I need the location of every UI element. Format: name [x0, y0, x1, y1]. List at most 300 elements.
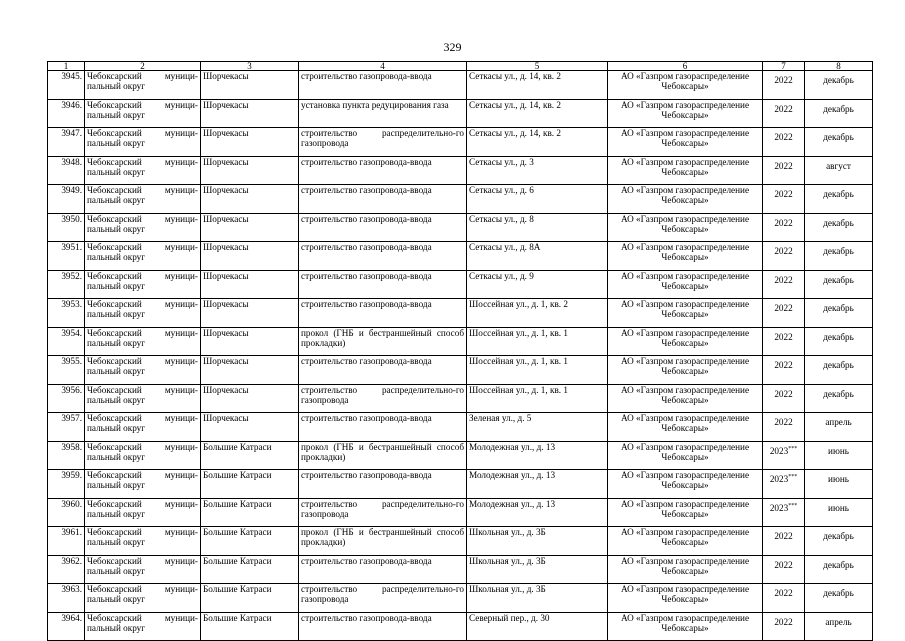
year-cell-text: 2022 — [774, 388, 793, 399]
year-cell-text: 2022 — [774, 274, 793, 285]
address-cell-text: Шоссейная ул., д. 1, кв. 1 — [469, 356, 568, 366]
month-cell — [805, 356, 873, 385]
work-type-cell-text: строительство распределительно-го газопровода — [301, 498, 464, 519]
organization-cell-text: АО «Газпром газораспределение Чебоксары» — [620, 185, 750, 206]
organization-cell — [608, 99, 763, 128]
address-cell — [467, 128, 608, 157]
year-cell-text: 2022 — [774, 360, 793, 370]
settlement-cell-text: Большие Катраси — [203, 470, 272, 480]
settlement-cell — [201, 584, 299, 613]
district-cell-text: Чебоксарский муници-пальный округ — [87, 270, 198, 291]
organization-cell — [608, 327, 763, 356]
year-cell-text: 2022 — [774, 616, 793, 627]
settlement-cell-text: Шорчекасы — [203, 270, 249, 281]
month-cell-text: декабрь — [823, 588, 854, 598]
work-type-cell — [299, 356, 467, 385]
work-type-cell — [299, 128, 467, 157]
address-cell-text: Молодежная ул., д. 13 — [469, 498, 556, 509]
settlement-cell-text: Большие Катраси — [203, 527, 272, 537]
year-cell — [763, 270, 805, 299]
address-cell-text: Сеткасы ул., д. 8 — [469, 213, 534, 224]
month-cell — [805, 612, 873, 641]
organization-cell — [608, 299, 763, 328]
work-type-cell-text: строительство газопровода-ввода — [301, 413, 432, 423]
district-cell-text: Чебоксарский муници-пальный округ — [87, 441, 198, 462]
district-cell-text: Чебоксарский муници-пальный округ — [87, 185, 198, 206]
table-row — [48, 270, 873, 299]
page-number: 329 — [443, 40, 462, 54]
column-header: 8 — [805, 62, 873, 71]
month-cell-text: декабрь — [823, 274, 854, 285]
work-type-cell — [299, 270, 467, 299]
row-number-cell-text: 3950. — [61, 213, 82, 224]
settlement-cell-text: Шорчекасы — [203, 185, 249, 195]
year-cell-text: 2022 — [774, 417, 793, 427]
year-cell — [763, 356, 805, 385]
address-cell-text: Сеткасы ул., д. 9 — [469, 270, 534, 281]
work-type-cell-text: строительство газопровода-ввода — [301, 299, 432, 309]
row-number-cell-text: 3964. — [61, 612, 82, 623]
work-type-cell — [299, 470, 467, 499]
address-cell — [467, 498, 608, 527]
district-cell-text: Чебоксарский муници-пальный округ — [87, 99, 198, 120]
address-cell-text: Школьная ул., д. 3Б — [469, 555, 546, 566]
settlement-cell — [201, 470, 299, 499]
year-cell — [763, 299, 805, 328]
table-row — [48, 99, 873, 128]
organization-cell — [608, 185, 763, 214]
organization-cell-text: АО «Газпром газораспределение Чебоксары» — [620, 71, 750, 92]
year-cell-text: 2022 — [774, 246, 793, 256]
month-cell-text: июнь — [828, 502, 849, 513]
year-cell — [763, 584, 805, 613]
address-cell-text: Сеткасы ул., д. 14, кв. 2 — [469, 128, 561, 138]
column-header: 6 — [608, 62, 763, 71]
month-cell-text: декабрь — [823, 217, 854, 228]
district-cell — [85, 441, 201, 470]
address-cell-text: Школьная ул., д. 3Б — [469, 584, 546, 594]
organization-cell — [608, 527, 763, 556]
month-cell — [805, 413, 873, 442]
settlement-cell-text: Шорчекасы — [203, 413, 249, 423]
year-cell — [763, 470, 805, 499]
organization-cell — [608, 555, 763, 584]
district-cell-text: Чебоксарский муници-пальный округ — [87, 470, 198, 491]
row-number-cell — [48, 270, 85, 299]
settlement-cell — [201, 413, 299, 442]
district-cell — [85, 156, 201, 185]
settlement-cell — [201, 71, 299, 100]
row-number-cell — [48, 612, 85, 641]
district-cell-text: Чебоксарский муници-пальный округ — [87, 299, 198, 320]
organization-cell — [608, 441, 763, 470]
table-body — [48, 71, 873, 641]
month-cell-text: декабрь — [823, 360, 854, 370]
work-type-cell-text: установка пункта редуцирования газа — [301, 99, 449, 110]
month-cell — [805, 242, 873, 271]
district-cell-text: Чебоксарский муници-пальный округ — [87, 527, 198, 548]
organization-cell — [608, 498, 763, 527]
settlement-cell-text: Шорчекасы — [203, 299, 249, 309]
organization-cell-text: АО «Газпром газораспределение Чебоксары» — [620, 242, 750, 263]
month-cell-text: апрель — [825, 616, 852, 627]
row-number-cell-text: 3945. — [61, 71, 82, 81]
year-cell — [763, 612, 805, 641]
district-cell — [85, 99, 201, 128]
address-cell-text: Северный пер., д. 30 — [469, 612, 550, 623]
table-row — [48, 555, 873, 584]
settlement-cell — [201, 156, 299, 185]
address-cell-text: Молодежная ул., д. 13 — [469, 441, 556, 452]
row-number-cell-text: 3951. — [61, 242, 82, 252]
district-cell — [85, 584, 201, 613]
district-cell — [85, 185, 201, 214]
year-cell-text: 2022 — [774, 303, 793, 313]
district-cell — [85, 128, 201, 157]
work-type-cell — [299, 242, 467, 271]
year-cell — [763, 498, 805, 527]
month-cell — [805, 384, 873, 413]
year-cell-text: 2022 — [774, 531, 793, 541]
year-cell-text: 2023 — [769, 474, 789, 484]
table-row — [48, 185, 873, 214]
row-number-cell — [48, 584, 85, 613]
address-cell — [467, 356, 608, 385]
table-row — [48, 612, 873, 641]
month-cell-text: декабрь — [823, 303, 854, 313]
district-cell — [85, 270, 201, 299]
district-cell-text: Чебоксарский муници-пальный округ — [87, 384, 198, 405]
address-cell — [467, 384, 608, 413]
work-type-cell — [299, 327, 467, 356]
footnote-mark: *** — [788, 502, 798, 509]
year-cell — [763, 99, 805, 128]
row-number-cell-text: 3953. — [61, 299, 82, 309]
organization-cell-text: АО «Газпром газораспределение Чебоксары» — [620, 413, 750, 434]
row-number-cell — [48, 470, 85, 499]
work-type-cell-text: строительство газопровода-ввода — [301, 185, 432, 195]
address-cell — [467, 527, 608, 556]
district-cell — [85, 299, 201, 328]
organization-cell — [608, 156, 763, 185]
work-type-cell — [299, 527, 467, 556]
organization-cell-text: АО «Газпром газораспределение Чебоксары» — [620, 612, 750, 633]
year-cell-text: 2022 — [774, 559, 793, 570]
organization-cell-text: АО «Газпром газораспределение Чебоксары» — [620, 99, 750, 120]
row-number-cell-text: 3959. — [61, 470, 82, 480]
row-number-cell-text: 3958. — [61, 441, 82, 452]
district-cell-text: Чебоксарский муници-пальный округ — [87, 242, 198, 263]
month-cell-text: декабрь — [823, 531, 854, 541]
work-type-cell — [299, 612, 467, 641]
organization-cell-text: АО «Газпром газораспределение Чебоксары» — [620, 213, 750, 234]
work-type-cell — [299, 99, 467, 128]
organization-cell-text: АО «Газпром газораспределение Чебоксары» — [620, 356, 750, 377]
work-type-cell-text: строительство распределительно-го газопровода — [301, 128, 464, 149]
year-cell — [763, 327, 805, 356]
settlement-cell-text: Шорчекасы — [203, 71, 249, 81]
row-number-cell-text: 3955. — [61, 356, 82, 366]
row-number-cell — [48, 384, 85, 413]
row-number-cell — [48, 356, 85, 385]
organization-cell — [608, 413, 763, 442]
year-cell — [763, 413, 805, 442]
table-row — [48, 356, 873, 385]
footnote-mark: *** — [788, 474, 798, 480]
work-type-cell-text: прокол (ГНБ и бестраншейный способ прокладки) — [301, 441, 464, 462]
row-number-cell-text: 3949. — [61, 185, 82, 195]
address-cell — [467, 584, 608, 613]
month-cell-text: июнь — [828, 474, 849, 484]
table-row — [48, 71, 873, 100]
table-row — [48, 413, 873, 442]
work-type-cell — [299, 384, 467, 413]
settlement-cell — [201, 612, 299, 641]
table-row — [48, 128, 873, 157]
row-number-cell-text: 3947. — [61, 128, 82, 138]
settlement-cell-text: Большие Катраси — [203, 584, 272, 594]
address-cell-text: Сеткасы ул., д. 14, кв. 2 — [469, 99, 561, 110]
month-cell — [805, 128, 873, 157]
settlement-cell — [201, 270, 299, 299]
settlement-cell-text: Шорчекасы — [203, 384, 249, 395]
work-type-cell-text: строительство газопровода-ввода — [301, 71, 432, 81]
work-type-cell-text: строительство газопровода-ввода — [301, 156, 432, 167]
table-row — [48, 498, 873, 527]
month-cell — [805, 270, 873, 299]
row-number-cell-text: 3962. — [61, 555, 82, 566]
address-cell-text: Молодежная ул., д. 13 — [469, 470, 556, 480]
settlement-cell — [201, 384, 299, 413]
table-row — [48, 156, 873, 185]
district-cell — [85, 356, 201, 385]
table-row — [48, 441, 873, 470]
row-number-cell-text: 3948. — [61, 156, 82, 167]
month-cell — [805, 213, 873, 242]
settlement-cell — [201, 356, 299, 385]
year-cell — [763, 242, 805, 271]
district-cell-text: Чебоксарский муници-пальный округ — [87, 584, 198, 605]
table-header-row — [48, 62, 873, 71]
address-cell-text: Шоссейная ул., д. 1, кв. 2 — [469, 299, 568, 309]
month-cell — [805, 71, 873, 100]
address-cell — [467, 71, 608, 100]
settlement-cell-text: Большие Катраси — [203, 612, 272, 623]
address-cell — [467, 413, 608, 442]
organization-cell-text: АО «Газпром газораспределение Чебоксары» — [620, 156, 750, 177]
year-cell — [763, 555, 805, 584]
month-cell — [805, 327, 873, 356]
work-type-cell — [299, 156, 467, 185]
organization-cell — [608, 270, 763, 299]
district-cell — [85, 213, 201, 242]
work-type-cell-text: строительство газопровода-ввода — [301, 242, 432, 252]
year-cell-text: 2022 — [774, 160, 793, 171]
row-number-cell — [48, 213, 85, 242]
district-cell-text: Чебоксарский муници-пальный округ — [87, 128, 198, 149]
organization-cell-text: АО «Газпром газораспределение Чебоксары» — [620, 584, 750, 605]
district-cell — [85, 555, 201, 584]
row-number-cell-text: 3946. — [61, 99, 82, 110]
address-cell — [467, 327, 608, 356]
work-type-cell — [299, 413, 467, 442]
organization-cell — [608, 356, 763, 385]
district-cell — [85, 470, 201, 499]
organization-cell — [608, 612, 763, 641]
month-cell — [805, 584, 873, 613]
organization-cell — [608, 470, 763, 499]
organization-cell — [608, 384, 763, 413]
row-number-cell — [48, 71, 85, 100]
work-type-cell-text: строительство распределительно-го газопровода — [301, 384, 464, 405]
settlement-cell-text: Большие Катраси — [203, 498, 272, 509]
work-type-cell — [299, 555, 467, 584]
row-number-cell-text: 3957. — [61, 413, 82, 423]
address-cell — [467, 213, 608, 242]
data-table-container — [47, 61, 872, 641]
district-cell-text: Чебоксарский муници-пальный округ — [87, 356, 198, 377]
address-cell-text: Зеленая ул., д. 5 — [469, 413, 532, 423]
address-cell-text: Шоссейная ул., д. 1, кв. 1 — [469, 384, 568, 395]
data-table — [47, 61, 873, 641]
footnote-mark: *** — [788, 445, 798, 452]
district-cell-text: Чебоксарский муници-пальный округ — [87, 498, 198, 519]
organization-cell — [608, 242, 763, 271]
district-cell — [85, 71, 201, 100]
table-row — [48, 584, 873, 613]
organization-cell-text: АО «Газпром газораспределение Чебоксары» — [620, 555, 750, 576]
district-cell-text: Чебоксарский муници-пальный округ — [87, 413, 198, 434]
year-cell-text: 2022 — [774, 75, 793, 85]
address-cell-text: Шоссейная ул., д. 1, кв. 1 — [469, 327, 568, 338]
settlement-cell-text: Большие Катраси — [203, 555, 272, 566]
work-type-cell — [299, 441, 467, 470]
row-number-cell — [48, 242, 85, 271]
address-cell — [467, 242, 608, 271]
settlement-cell — [201, 242, 299, 271]
settlement-cell-text: Шорчекасы — [203, 327, 249, 338]
work-type-cell-text: строительство газопровода-ввода — [301, 555, 432, 566]
row-number-cell — [48, 413, 85, 442]
address-cell — [467, 185, 608, 214]
year-cell — [763, 384, 805, 413]
settlement-cell — [201, 128, 299, 157]
year-cell-text: 2022 — [774, 103, 793, 114]
organization-cell — [608, 128, 763, 157]
month-cell — [805, 185, 873, 214]
address-cell — [467, 270, 608, 299]
district-cell-text: Чебоксарский муници-пальный округ — [87, 71, 198, 92]
month-cell — [805, 441, 873, 470]
table-row — [48, 242, 873, 271]
address-cell — [467, 441, 608, 470]
district-cell — [85, 413, 201, 442]
work-type-cell — [299, 185, 467, 214]
settlement-cell — [201, 555, 299, 584]
year-cell-text: 2022 — [774, 189, 793, 199]
year-cell — [763, 213, 805, 242]
address-cell-text: Сеткасы ул., д. 14, кв. 2 — [469, 71, 561, 81]
row-number-cell — [48, 555, 85, 584]
month-cell — [805, 299, 873, 328]
year-cell — [763, 71, 805, 100]
district-cell-text: Чебоксарский муници-пальный округ — [87, 213, 198, 234]
settlement-cell — [201, 327, 299, 356]
address-cell-text: Школьная ул., д. 3Б — [469, 527, 546, 537]
settlement-cell — [201, 498, 299, 527]
month-cell — [805, 470, 873, 499]
month-cell — [805, 498, 873, 527]
table-row — [48, 384, 873, 413]
row-number-cell — [48, 99, 85, 128]
month-cell-text: декабрь — [823, 75, 854, 85]
work-type-cell — [299, 498, 467, 527]
row-number-cell-text: 3963. — [61, 584, 82, 594]
table-row — [48, 470, 873, 499]
row-number-cell-text: 3952. — [61, 270, 82, 281]
month-cell-text: декабрь — [823, 331, 854, 342]
month-cell-text: август — [826, 160, 851, 171]
work-type-cell-text: строительство газопровода-ввода — [301, 270, 432, 281]
work-type-cell-text: строительство газопровода-ввода — [301, 612, 432, 623]
address-cell — [467, 156, 608, 185]
work-type-cell-text: прокол (ГНБ и бестраншейный способ прокладки) — [301, 527, 464, 548]
settlement-cell-text: Шорчекасы — [203, 99, 249, 110]
organization-cell — [608, 71, 763, 100]
work-type-cell-text: строительство газопровода-ввода — [301, 356, 432, 366]
work-type-cell-text: прокол (ГНБ и бестраншейный способ прокладки) — [301, 327, 464, 348]
district-cell-text: Чебоксарский муници-пальный округ — [87, 156, 198, 177]
settlement-cell — [201, 185, 299, 214]
row-number-cell — [48, 441, 85, 470]
month-cell-text: декабрь — [823, 388, 854, 399]
row-number-cell — [48, 527, 85, 556]
column-header: 4 — [299, 62, 467, 71]
month-cell — [805, 555, 873, 584]
year-cell-text: 2022 — [774, 331, 793, 342]
column-header: 7 — [763, 62, 805, 71]
year-cell-text: 2023 — [769, 502, 789, 513]
year-cell-text: 2022 — [774, 132, 793, 142]
address-cell — [467, 612, 608, 641]
address-cell — [467, 99, 608, 128]
address-cell — [467, 470, 608, 499]
district-cell — [85, 498, 201, 527]
row-number-cell-text: 3961. — [61, 527, 82, 537]
month-cell-text: декабрь — [823, 132, 854, 142]
month-cell — [805, 99, 873, 128]
year-cell-text: 2023 — [769, 445, 789, 456]
row-number-cell — [48, 185, 85, 214]
district-cell — [85, 612, 201, 641]
organization-cell-text: АО «Газпром газораспределение Чебоксары» — [620, 327, 750, 348]
row-number-cell-text: 3954. — [61, 327, 82, 338]
settlement-cell — [201, 213, 299, 242]
year-cell-text: 2022 — [774, 217, 793, 228]
column-header: 2 — [85, 62, 201, 71]
district-cell — [85, 384, 201, 413]
column-header: 5 — [467, 62, 608, 71]
work-type-cell — [299, 71, 467, 100]
row-number-cell — [48, 299, 85, 328]
month-cell-text: декабрь — [823, 189, 854, 199]
year-cell — [763, 441, 805, 470]
row-number-cell — [48, 128, 85, 157]
year-cell — [763, 527, 805, 556]
month-cell-text: июнь — [828, 445, 849, 456]
row-number-cell-text: 3960. — [61, 498, 82, 509]
settlement-cell-text: Большие Катраси — [203, 441, 272, 452]
